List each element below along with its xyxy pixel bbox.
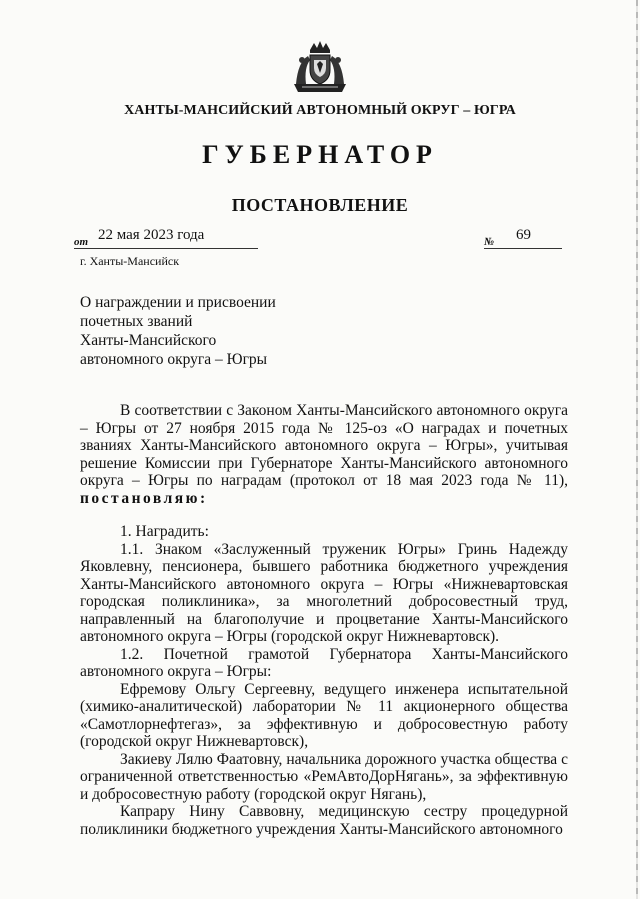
document-date: 22 мая 2023 года bbox=[98, 227, 205, 243]
region-name: ХАНТЫ-МАНСИЙСКИЙ АВТОНОМНЫЙ ОКРУГ – ЮГРА bbox=[124, 103, 516, 118]
number-prefix: № bbox=[484, 236, 495, 248]
awardee-paragraph: Ефремову Ольгу Сергеевну, ведущего инженера испытательной (химико-аналитической) лаборатории № 11 акционерного общества «Самотлорнефтегаз», за эффективную и добросовестную работу (городской округ Нижневартовск), bbox=[80, 680, 568, 750]
preamble-paragraph bbox=[80, 402, 568, 507]
awardee-paragraph: Закиеву Лялю Фаатовну, начальника дорожного участка общества с ограниченной ответственностью «РемАвтоДорНягань», за эффективную и добросовестную работу (городской округ Нягань), bbox=[80, 750, 568, 803]
document-body bbox=[80, 402, 568, 838]
clause-1-1: 1.1. Знаком «Заслуженный труженик Югры» Гринь Надежду Яковлевну, пенсионера, бывшего работника бюджетного учреждения Ханты-Мансийского автономного округа – Югры «Нижневартовская городская поликлиника», за многолетний добросовестный труд, направленный на благополучие и процветание Ханты-Мансийского автономного округа – Югры (городской округ Нижневартовск). bbox=[80, 540, 568, 645]
document-number: 69 bbox=[516, 227, 531, 243]
subject-line: автономного округа – Югры bbox=[80, 351, 268, 368]
scan-edge bbox=[636, 0, 638, 899]
date-prefix: от bbox=[74, 236, 89, 248]
clause-1-2: 1.2. Почетной грамотой Губернатора Ханты-Мансийского автономного округа – Югры: bbox=[80, 645, 568, 680]
resolve-word: постановляю: bbox=[80, 489, 208, 507]
preamble-text: В соответствии с Законом Ханты-Мансийского автономного округа – Югры от 27 ноября 2015 года № 125-оз «О наградах и почетных званиях Ханты-Мансийского автономного округа – Югры», учитывая решение Комиссии при Губернаторе Ханты-Мансийского автономного округа – Югры по наградам (протокол от 18 мая 2023 года № 11), bbox=[80, 402, 568, 489]
governor-title: ГУБЕРНАТОР bbox=[202, 140, 438, 169]
subject-line: О награждении и присвоении bbox=[80, 294, 276, 311]
document-subject bbox=[80, 293, 276, 369]
subject-line: почетных званий bbox=[80, 313, 193, 330]
document-type: ПОСТАНОВЛЕНИЕ bbox=[231, 195, 409, 215]
city-name: г. Ханты-Мансийск bbox=[80, 254, 180, 268]
subject-line: Ханты-Мансийского bbox=[80, 332, 217, 349]
number-field bbox=[484, 226, 562, 249]
awardee-paragraph: Капрару Нину Саввовну, медицинскую сестру процедурной поликлиники бюджетного учреждения Ханты-Мансийского автономного bbox=[80, 803, 568, 838]
date-field bbox=[74, 226, 258, 249]
coat-of-arms-icon bbox=[288, 40, 352, 96]
clause-1: 1. Наградить: bbox=[120, 523, 209, 540]
